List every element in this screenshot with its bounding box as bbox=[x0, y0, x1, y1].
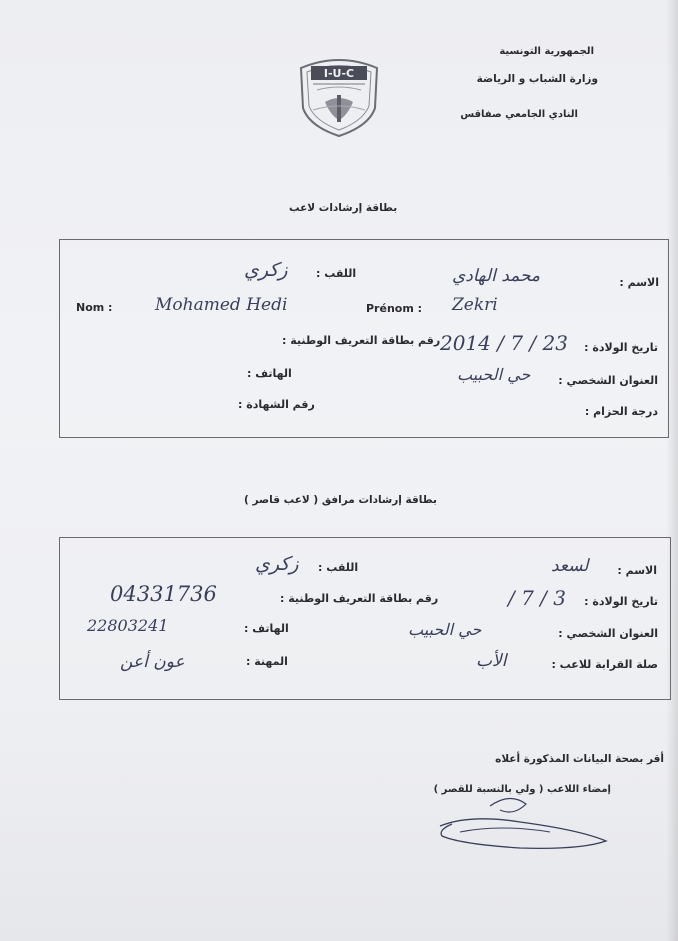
guardian-relation-value: الأب bbox=[476, 651, 507, 671]
guardian-national-id-value: 04331736 bbox=[110, 582, 217, 606]
player-birth-date-label: تاريخ الولادة : bbox=[584, 341, 658, 354]
guardian-national-id-label: رقم بطاقة التعريف الوطنية : bbox=[280, 592, 439, 605]
guardian-phone-value: 22803241 bbox=[87, 616, 169, 635]
handwritten-signature-icon bbox=[430, 786, 615, 856]
player-first-name-label: الاسم : bbox=[619, 276, 659, 289]
player-phone-label: الهاتف : bbox=[247, 367, 292, 380]
player-nom-label: Nom : bbox=[76, 301, 113, 314]
guardian-first-name-value: لسعد bbox=[551, 556, 589, 576]
player-prenom-value: Zekri bbox=[452, 295, 498, 315]
header-ministry: وزارة الشباب و الرياضة bbox=[476, 73, 598, 85]
guardian-birth-date-label: تاريخ الولادة : bbox=[584, 595, 658, 608]
confirmation-statement: أقر بصحة البيانات المذكورة أعلاه bbox=[495, 753, 664, 765]
player-first-name-value: محمد الهادي bbox=[452, 266, 541, 286]
guardian-relation-label: صلة القرابة للاعب : bbox=[551, 658, 658, 671]
guardian-last-name-value: زكري bbox=[255, 553, 299, 575]
guardian-phone-label: الهاتف : bbox=[244, 622, 289, 635]
player-section-title: بطاقة إرشادات لاعب bbox=[289, 202, 398, 214]
guardian-birth-date-value: / 7 / 3 bbox=[508, 586, 566, 610]
header-republic: الجمهورية التونسية bbox=[499, 46, 594, 57]
guardian-profession-label: المهنة : bbox=[246, 655, 288, 668]
player-national-id-label: رقم بطاقة التعريف الوطنية : bbox=[282, 334, 441, 347]
guardian-last-name-label: اللقب : bbox=[318, 561, 359, 574]
player-birth-date-value: 2014 / 7 / 23 bbox=[440, 331, 568, 355]
page-edge-shadow bbox=[666, 0, 678, 941]
player-address-label: العنوان الشخصي : bbox=[558, 374, 658, 387]
club-logo-icon bbox=[293, 50, 385, 138]
guardian-address-value: حي الحبيب bbox=[408, 620, 482, 639]
guardian-address-label: العنوان الشخصي : bbox=[558, 627, 658, 640]
guardian-first-name-label: الاسم : bbox=[617, 564, 657, 577]
guardian-profession-value: عون أعن bbox=[120, 652, 185, 672]
player-nom-value: Mohamed Hedi bbox=[155, 295, 288, 315]
guardian-section-title: بطاقة إرشادات مرافق ( لاعب قاصر ) bbox=[244, 494, 437, 506]
player-belt-label: درجة الحزام : bbox=[584, 405, 658, 418]
player-last-name-value: زكري bbox=[244, 259, 288, 281]
player-last-name-label: اللقب : bbox=[316, 267, 357, 280]
player-prenom-label: Prénom : bbox=[366, 302, 423, 315]
signature-label: إمضاء اللاعب ( ولي بالنسبة للقصر ) bbox=[433, 784, 611, 795]
player-address-value: حي الحبيب bbox=[457, 365, 531, 384]
logo-text: I-U-C bbox=[323, 67, 355, 80]
player-certificate-label: رقم الشهادة : bbox=[238, 398, 315, 411]
header-club: النادي الجامعي صفاقس bbox=[460, 109, 578, 120]
